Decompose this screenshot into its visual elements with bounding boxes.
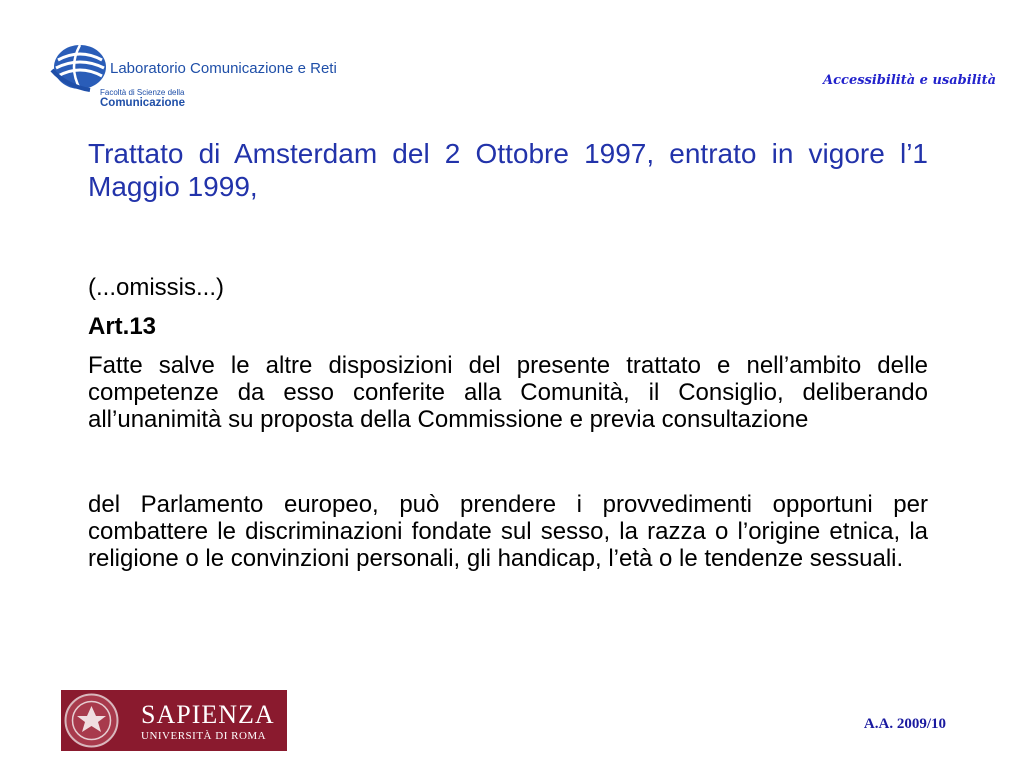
article-paragraph-1: Fatte salve le altre disposizioni del presente trattato e nell’ambito delle competenze da esso conferite alla Comunità, il Consiglio, deliberando all’unanimità su proposta della Commissione e previa consultazione [88,352,928,433]
academic-year: A.A. 2009/10 [863,716,946,732]
lab-logo-icon [50,40,110,94]
article-label: Art.13 [88,313,157,340]
university-logo [61,690,287,751]
university-name: SAPIENZA [141,700,275,729]
faculty-name-line1: Facoltà di Scienze della [100,88,185,97]
omissis-line: (...omissis...) [88,274,224,301]
lab-name: Laboratorio Comunicazione e Reti [110,60,337,77]
article-paragraph-2: del Parlamento europeo, può prendere i provvedimenti opportuni per combattere le discriminazioni fondate sul sesso, la razza o l’origine etnica, la religione o le convinzioni personali, gli handicap, l’età o le tendenze sessuali. [88,491,928,572]
course-title: Accessibilità e usabilità [823,73,996,88]
sapienza-seal-icon [63,692,120,749]
university-subtitle: UNIVERSITÀ DI ROMA [141,730,267,742]
faculty-name-line2: Comunicazione [100,97,185,109]
slide-heading: Trattato di Amsterdam del 2 Ottobre 1997, entrato in vigore l’1 Maggio 1999, [88,138,928,202]
